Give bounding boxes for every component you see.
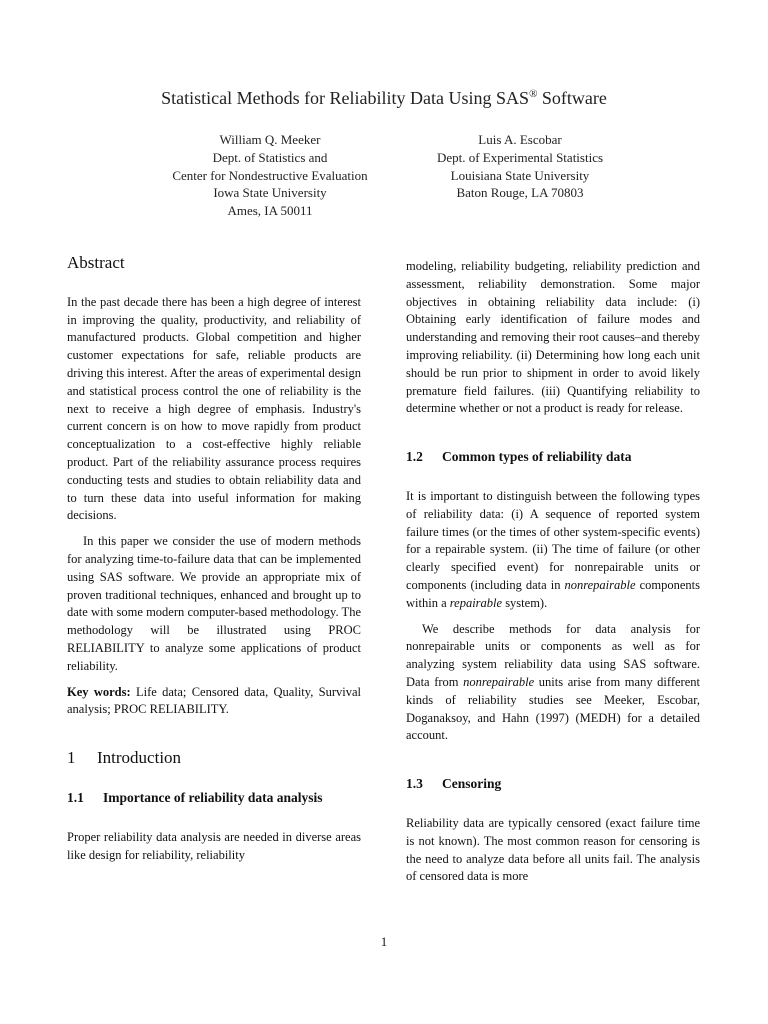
author-block-escobar xyxy=(370,131,670,202)
right-column xyxy=(406,258,700,886)
body-paragraph: Proper reliability data analysis are needed in diverse areas like design for reliability, reliability xyxy=(67,829,361,862)
author-affiliation-line: Dept. of Statistics and xyxy=(212,149,328,165)
author-affiliation-line: Dept. of Experimental Statistics xyxy=(436,149,604,165)
abstract-paragraph: In this paper we consider the use of modern methods for analyzing time-to-failure data that can be implemented using SAS software. We provide an appropriate mix of proven traditional techniques, enhanced and brought up to date with some modern computer-based methodology. The methodology will be illustrated using PROC RELIABILITY to analyze some applications of product reliability. xyxy=(67,534,361,673)
subsection-heading-1-1: 1.1 Importance of reliability data analysis xyxy=(67,789,323,805)
body-paragraph: modeling, reliability budgeting, reliability prediction and assessment, reliability demonstration. Some major objectives in obtaining reliability data include: (i) Obtaining early identification of failure modes and understanding and removing their root causes–and thereby improving reliability. (ii) Determining how long each unit should be run prior to shipment in order to avoid likely premature field failures. (iii) Quantifying reliability to determine whether or not a product is ready for release. xyxy=(406,259,700,416)
author-affiliation-line: Ames, IA 50011 xyxy=(227,203,313,219)
author-name: Luis A. Escobar xyxy=(478,132,562,147)
section-heading-introduction: 1 Introduction xyxy=(67,748,182,768)
author-affiliation-line: Iowa State University xyxy=(213,185,327,201)
subsection-heading-1-3: 1.3 Censoring xyxy=(406,776,502,792)
author-name: William Q. Meeker xyxy=(219,132,321,147)
body-paragraph: Reliability data are typically censored (exact failure time is not known). The most common reason for censoring is the need to analyze data before all units fail. The analysis of censored data is more xyxy=(406,815,700,884)
author-affiliation-line: Center for Nondestructive Evaluation xyxy=(172,167,368,183)
abstract-paragraph: In the past decade there has been a high degree of interest in improving the quality, productivity, and reliability of manufactured products. Global competition and higher customer expectations for safe, reliable products are driving this interest. After the areas of experimental design and statistical process control the one of reliability is the next to receive a high degree of emphasis. Industry's current concern is on how to move rapidly from product conceptualization to a cost-effective highly reliable product. Part of the reliability assurance process requires conducting tests and studies to obtain reliability data and to turn these data into useful information for making decisions. xyxy=(67,294,362,523)
subsection-heading-1-2: 1.2 Common types of reliability data xyxy=(406,449,632,465)
page-number: 1 xyxy=(380,935,388,949)
body-paragraph: We describe methods for data analysis for nonrepairable units or components as well as for analyzing system reliability data using SAS software. Data from nonrepairable units arise from many different kinds of reliability studies see Meeker, Escobar, Doganaksoy, and Hahn (1997) (MEDH) for a detailed account. xyxy=(406,621,700,743)
body-paragraph: It is important to distinguish between the following types of reliability data: (i) A sequence of reported system failure times (or the times of other system-specific events) for a repairable system. (ii) The time of failure (or other clearly specified event) for nonrepairable units or components (including data in nonrepairable components within a repairable system). xyxy=(406,488,700,610)
author-affiliation-line: Baton Rouge, LA 70803 xyxy=(456,185,584,201)
left-column xyxy=(67,254,361,864)
abstract-heading: Abstract xyxy=(67,253,125,272)
author-affiliation-line: Louisiana State University xyxy=(450,167,590,183)
keywords: Key words: Life data; Censored data, Quality, Survival analysis; PROC RELIABILITY. xyxy=(67,684,362,717)
paper-title: Statistical Methods for Reliability Data Using SAS® Software xyxy=(161,88,607,108)
